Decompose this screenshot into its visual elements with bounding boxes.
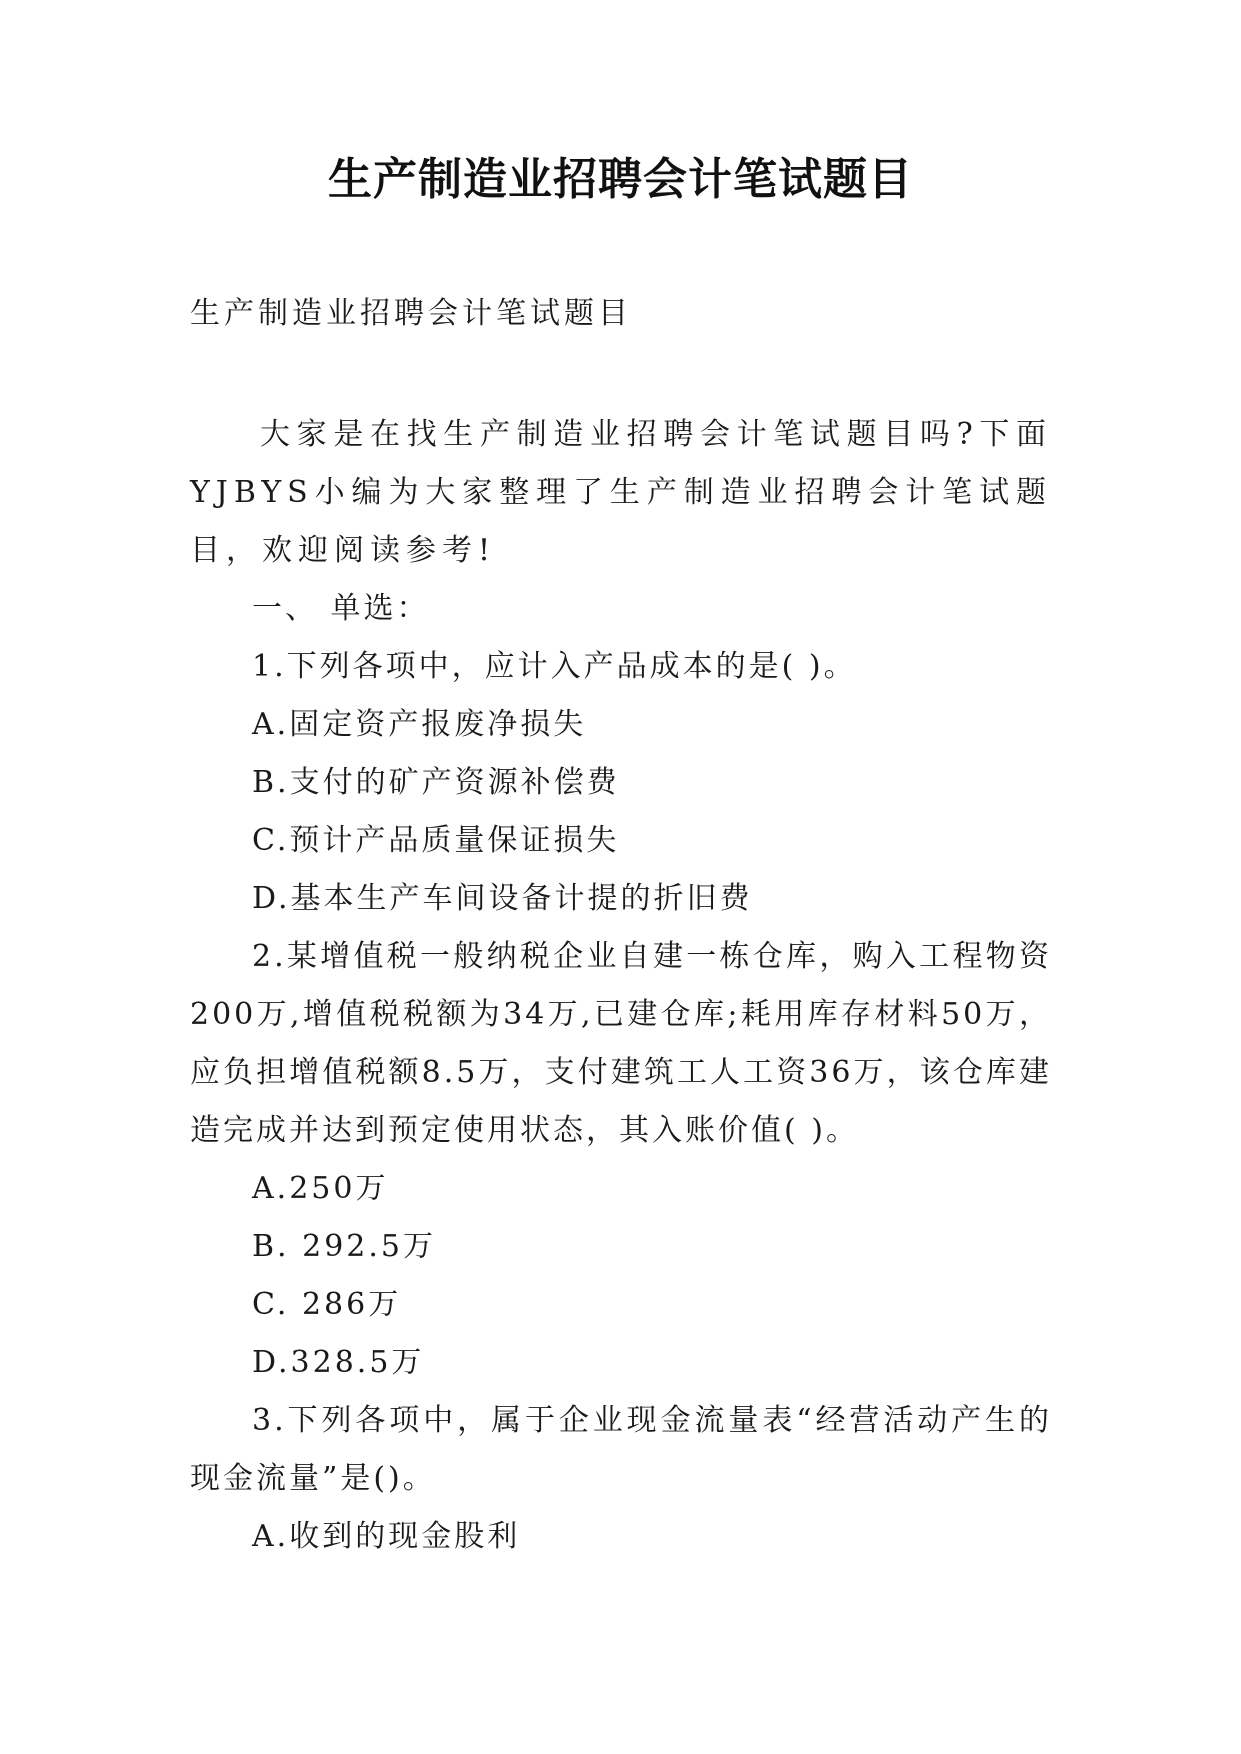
question-3: 3.下列各项中，属于企业现金流量表“经营活动产生的现金流量”是()。 [190, 1403, 1052, 1496]
question-2-option-b: B. 292.5万 [252, 1229, 437, 1264]
question-2: 2.某增值税一般纳税企业自建一栋仓库，购入工程物资200万,增值税税额为34万,已建仓库;耗用库存材料50万，应负担增值税额8.5万，支付建筑工人工资36万，该仓库建造完成并达到预定使用状态，其入账价值( )。 [190, 939, 1052, 1148]
document-body [190, 406, 1052, 1566]
question-2-option-d: D.328.5万 [252, 1345, 425, 1380]
document-title: 生产制造业招聘会计笔试题目 [328, 154, 913, 205]
question-2-option-a: A.250万 [252, 1171, 389, 1206]
question-1-option-c: C.预计产品质量保证损失 [252, 823, 620, 858]
question-1-option-a: A.固定资产报废净损失 [252, 707, 587, 742]
question-1-option-b: B.支付的矿产资源补偿费 [252, 765, 620, 800]
document-subtitle: 生产制造业招聘会计笔试题目 [190, 296, 632, 331]
section-heading-single-choice: 一、 单选： [252, 591, 430, 626]
question-1-option-d: D.基本生产车间设备计提的折旧费 [252, 881, 753, 916]
question-1: 1.下列各项中，应计入产品成本的是( )。 [252, 649, 857, 684]
intro-paragraph: 大家是在找生产制造业招聘会计笔试题目吗?下面YJBYS小编为大家整理了生产制造业招聘会计笔试题目，欢迎阅读参考! [190, 417, 1052, 568]
question-3-option-a: A.收到的现金股利 [252, 1519, 521, 1554]
question-2-option-c: C. 286万 [252, 1287, 402, 1322]
